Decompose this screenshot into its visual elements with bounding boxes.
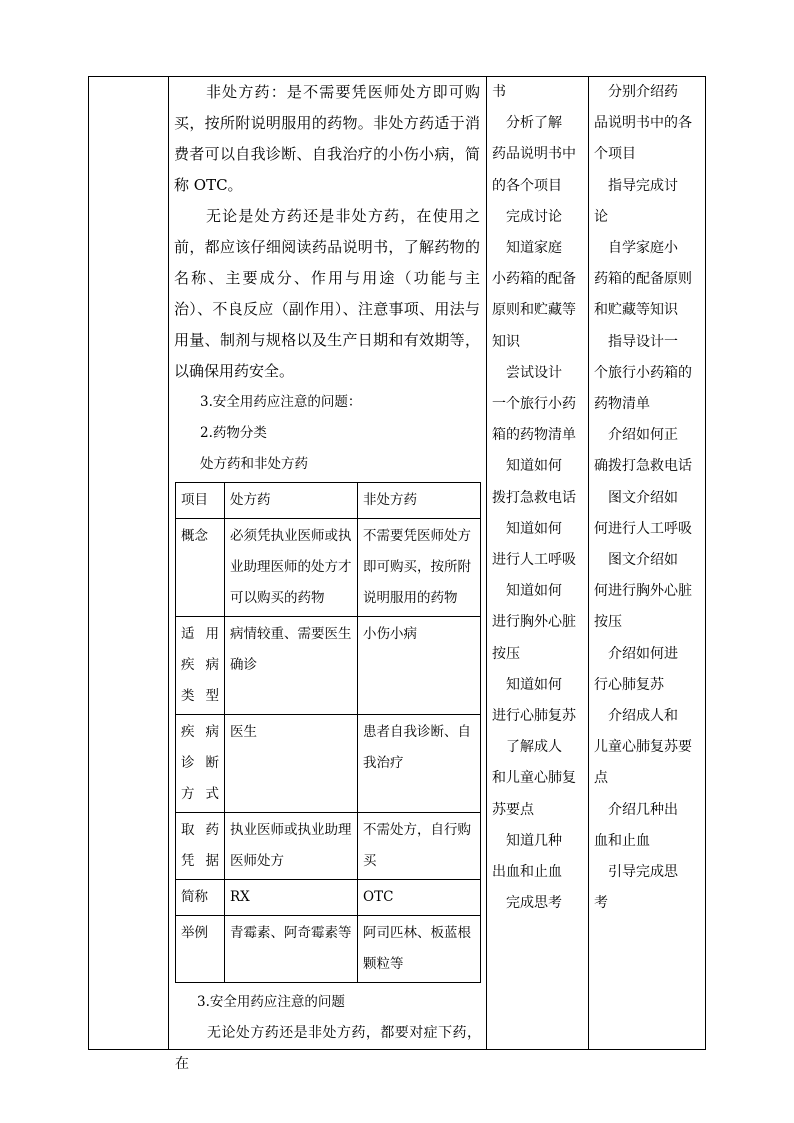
teacher-activity-line: 自学家庭小	[594, 240, 678, 257]
table-row	[176, 617, 481, 715]
otc-cell: 不需处方，自行购买	[358, 813, 481, 880]
teacher-activity-column	[594, 77, 702, 919]
otc-cell: 小伤小病	[358, 617, 481, 715]
rx-cell: 医生	[225, 715, 358, 813]
teacher-activity-line: 介绍如何进	[594, 645, 678, 662]
student-activity-line: 药品说明书中	[492, 146, 576, 163]
row-label: 概念	[176, 519, 225, 617]
teacher-activity-line: 点	[594, 770, 608, 787]
column-divider	[486, 77, 487, 1049]
row-label: 疾病诊断方式	[176, 715, 225, 813]
teacher-activity-line: 何进行人工呼吸	[594, 520, 692, 537]
teacher-activity-line: 血和止血	[594, 832, 650, 849]
table-caption: 处方药和非处方药	[200, 456, 308, 472]
student-activity-line: 进行心肺复苏	[492, 708, 576, 725]
row-label: 简称	[176, 880, 225, 916]
rx-cell: 病情较重、需要医生确诊	[225, 617, 358, 715]
teacher-activity-line: 儿童心肺复苏要	[594, 739, 692, 756]
student-activity-line: 完成讨论	[492, 208, 562, 225]
student-activity-column	[492, 77, 584, 919]
teacher-activity-line: 品说明书中的各	[594, 115, 692, 132]
otc-cell: 阿司匹林、板蓝根颗粒等	[358, 916, 481, 983]
student-activity-line: 进行人工呼吸	[492, 552, 576, 569]
section-heading-repeat: 3.安全用药应注意的问题	[197, 994, 345, 1010]
student-activity-line: 原则和贮藏等	[492, 302, 576, 319]
student-activity-line: 知道如何	[492, 583, 562, 600]
teacher-activity-line: 介绍如何正	[594, 427, 678, 444]
table-row	[176, 880, 481, 916]
row-label: 适用疾病类型	[176, 617, 225, 715]
header-item: 项目	[176, 483, 225, 519]
table-row	[176, 715, 481, 813]
teacher-activity-line: 个项目	[594, 146, 636, 163]
student-activity-line: 分析了解	[492, 115, 562, 132]
teacher-activity-line: 确拨打急救电话	[594, 458, 692, 475]
student-activity-line: 和儿童心肺复	[492, 770, 576, 787]
teacher-activity-line: 考	[594, 895, 608, 912]
row-label: 举例	[176, 916, 225, 983]
rx-cell: RX	[225, 880, 358, 916]
rx-cell: 执业医师或执业助理医师处方	[225, 813, 358, 880]
teacher-activity-line: 行心肺复苏	[594, 676, 664, 693]
teacher-activity-line: 指导设计一	[594, 333, 678, 350]
row-label: 取药凭据	[176, 813, 225, 880]
lesson-plan-table	[88, 76, 706, 1072]
student-activity-line: 知道家庭	[492, 240, 562, 257]
student-activity-line: 进行胸外心脏	[492, 614, 576, 631]
header-otc: 非处方药	[358, 483, 481, 519]
student-activity-line: 完成思考	[492, 895, 562, 912]
otc-definition: 非处方药：是不需要凭医师处方即可购买，按所附说明服用的药物。非处方药适于消费者可以自我诊断、自我治疗的小伤小病，简称 OTC。	[174, 83, 480, 194]
otc-cell: 患者自我诊断、自我治疗	[358, 715, 481, 813]
teacher-activity-line: 引导完成思	[594, 864, 678, 881]
teacher-activity-line: 图文介绍如	[594, 489, 678, 506]
table-row	[176, 916, 481, 983]
teacher-activity-line: 药物清单	[594, 396, 650, 413]
teacher-activity-line: 介绍几种出	[594, 801, 678, 818]
student-activity-line: 小药箱的配备	[492, 271, 576, 288]
student-activity-line: 箱的药物清单	[492, 427, 576, 444]
teacher-activity-line: 论	[594, 208, 608, 225]
rx-cell: 必须凭执业医师或执业助理医师的处方才可以购买的药物	[225, 519, 358, 617]
subsection-heading: 2.药物分类	[200, 425, 267, 441]
student-activity-line: 出血和止血	[492, 864, 562, 881]
student-activity-line: 按压	[492, 645, 520, 662]
student-activity-line: 尝试设计	[492, 364, 562, 381]
closing-paragraph: 无论处方药还是非处方药，都要对症下药，在	[175, 1025, 481, 1072]
header-rx: 处方药	[225, 483, 358, 519]
table-row	[176, 813, 481, 880]
teacher-activity-line: 按压	[594, 614, 622, 631]
student-activity-line: 知道如何	[492, 458, 562, 475]
teacher-activity-line: 指导完成讨	[594, 177, 678, 194]
teacher-activity-line: 药箱的配备原则	[594, 271, 692, 288]
after-table	[175, 987, 481, 1080]
teacher-activity-line: 分别介绍药	[594, 84, 678, 100]
drug-classification-table	[175, 482, 481, 983]
otc-cell: OTC	[358, 880, 481, 916]
teacher-activity-line: 介绍成人和	[594, 708, 678, 725]
student-activity-line: 了解成人	[492, 739, 562, 756]
student-activity-line: 知识	[492, 333, 520, 350]
teacher-activity-line: 图文介绍如	[594, 552, 678, 569]
content-column	[168, 77, 486, 480]
student-activity-line: 一个旅行小药	[492, 396, 576, 413]
teacher-activity-line: 何进行胸外心脏	[594, 583, 692, 600]
section-heading: 3.安全用药应注意的问题：	[200, 394, 362, 410]
teacher-activity-line: 个旅行小药箱的	[594, 364, 692, 381]
teacher-activity-line: 和贮藏等知识	[594, 302, 678, 319]
otc-cell: 不需要凭医师处方即可购买，按所附说明服用的药物	[358, 519, 481, 617]
student-activity-line: 的各个项目	[492, 177, 562, 194]
student-activity-line: 知道如何	[492, 520, 562, 537]
student-activity-line: 知道几种	[492, 832, 562, 849]
student-activity-line: 书	[492, 84, 506, 100]
read-instructions-paragraph: 无论是处方药还是非处方药，在使用之前，都应该仔细阅读药品说明书，了解药物的名称、主要成分、作用与用途（功能与主治）、不良反应（副作用）、注意事项、用法与用量、制剂与规格以及生产日期和有效期等，以确保用药安全。	[174, 207, 480, 380]
student-activity-line: 知道如何	[492, 676, 562, 693]
student-activity-line: 苏要点	[492, 801, 534, 818]
student-activity-line: 拨打急救电话	[492, 489, 576, 506]
rx-cell: 青霉素、阿奇霉素等	[225, 916, 358, 983]
table-header-row	[176, 483, 481, 519]
column-divider	[588, 77, 589, 1049]
table-row	[176, 519, 481, 617]
